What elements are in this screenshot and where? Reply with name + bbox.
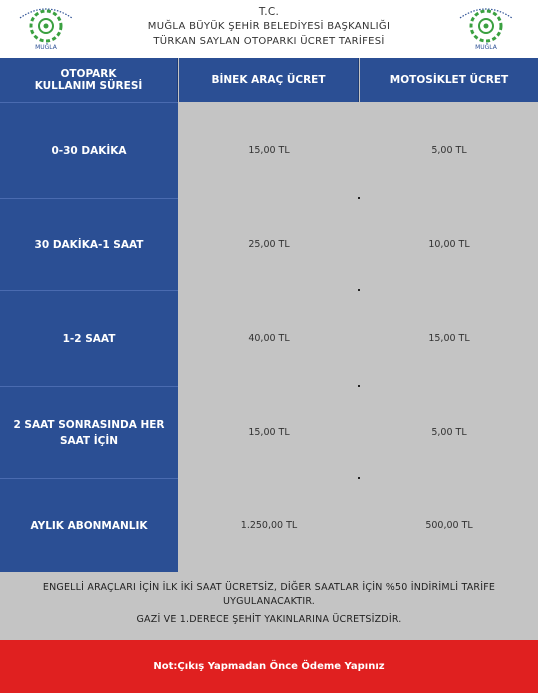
grid-mark: [358, 385, 360, 387]
notes-section: [0, 572, 538, 640]
column-header-car: BİNEK ARAÇ ÜCRET: [179, 58, 359, 102]
motorcycle-price-cell: 5,00 TL: [431, 426, 467, 438]
motorcycle-price-cell: 15,00 TL: [428, 332, 470, 344]
car-price-cell: 15,00 TL: [248, 144, 290, 156]
row-label-after-2h-per-hour: 2 SAAT SONRASINDA HER SAAT İÇİN: [0, 386, 178, 478]
row-label-30min-1h: 30 DAKİKA-1 SAAT: [0, 198, 178, 290]
disabled-discount-note-cont: UYGULANACAKTIR.: [222, 596, 316, 607]
header-title: TÜRKAN SAYLAN OTOPARKI ÜCRET TARİFESİ: [153, 36, 385, 47]
grid-mark: [358, 197, 360, 199]
grid-mark: [358, 289, 360, 291]
header: [0, 0, 538, 58]
tariff-table: [0, 58, 538, 572]
car-price-cell: 40,00 TL: [248, 332, 290, 344]
municipality-logo-left: [10, 4, 82, 52]
svg-text:MUĞLA: MUĞLA: [35, 44, 57, 51]
grid-mark: [358, 477, 360, 479]
svg-text:MUĞLA: MUĞLA: [475, 44, 497, 51]
column-header-motorcycle: MOTOSİKLET ÜCRET: [360, 58, 538, 102]
header-line-2: MUĞLA BÜYÜK ŞEHİR BELEDİYESİ BAŞKANLIĞI: [147, 21, 391, 32]
payment-notice-text: Not:Çıkış Yapmadan Önce Ödeme Yapınız: [153, 661, 385, 672]
motorcycle-price-cell: 500,00 TL: [425, 519, 473, 531]
car-price-cell: 15,00 TL: [248, 426, 290, 438]
row-label-0-30-min: 0-30 DAKİKA: [0, 102, 178, 198]
motorcycle-price-cell: 10,00 TL: [428, 238, 470, 250]
motorcycle-price-cell: 5,00 TL: [431, 144, 467, 156]
municipality-logo-right: [450, 4, 522, 52]
car-price-cell: 25,00 TL: [248, 238, 290, 250]
column-header-duration: OTOPARK KULLANIM SÜRESİ: [0, 58, 178, 102]
car-price-cell: 1.250,00 TL: [240, 519, 298, 531]
disabled-discount-note: ENGELLİ ARAÇLARI İÇİN İLK İKİ SAAT ÜCRETSİZ, DİĞER SAATLAR İÇİN %50 İNDİRİMLİ TARİFE: [42, 582, 496, 593]
veterans-free-note: GAZİ VE 1.DERECE ŞEHİT YAKINLARINA ÜCRETSİZDİR.: [136, 614, 402, 625]
payment-notice-banner: [0, 640, 538, 693]
header-line-1: T.C.: [258, 6, 280, 18]
row-label-monthly-subscription: AYLIK ABONMANLIK: [0, 478, 178, 572]
row-label-1-2h: 1-2 SAAT: [0, 290, 178, 386]
